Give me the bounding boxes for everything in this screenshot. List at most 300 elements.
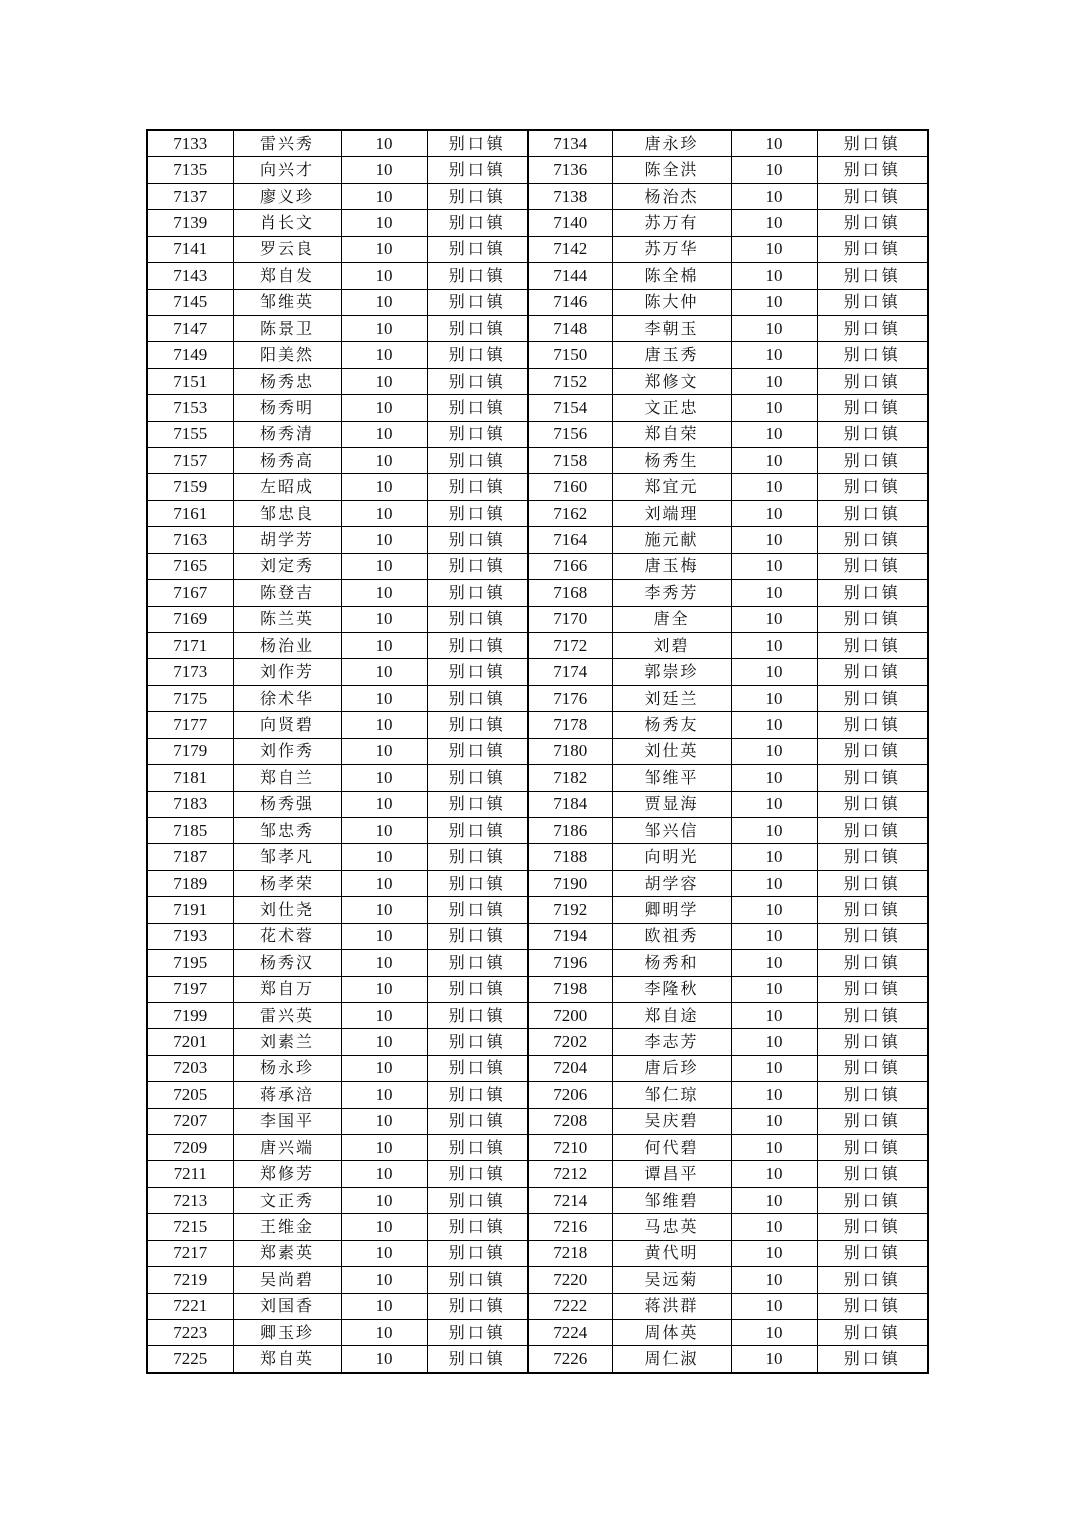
right-amount-cell: 10 [731, 236, 817, 262]
left-town-cell: 别口镇 [427, 580, 528, 606]
table-row [147, 1055, 928, 1081]
table-row [147, 791, 928, 817]
left-town-cell: 别口镇 [427, 738, 528, 764]
right-amount-cell: 10 [731, 263, 817, 289]
right-number-cell: 7180 [528, 738, 612, 764]
right-amount-cell: 10 [731, 368, 817, 394]
left-number-cell: 7165 [147, 553, 233, 579]
right-town-cell: 别口镇 [817, 1346, 928, 1373]
table-row [147, 1161, 928, 1187]
right-name-cell: 唐永珍 [612, 130, 731, 157]
left-number-cell: 7213 [147, 1187, 233, 1213]
table-row [147, 659, 928, 685]
right-amount-cell: 10 [731, 342, 817, 368]
left-town-cell: 别口镇 [427, 1267, 528, 1293]
table-row [147, 976, 928, 1002]
right-name-cell: 邹维平 [612, 765, 731, 791]
left-town-cell: 别口镇 [427, 448, 528, 474]
right-number-cell: 7140 [528, 210, 612, 236]
left-name-cell: 文正秀 [233, 1187, 341, 1213]
right-town-cell: 别口镇 [817, 950, 928, 976]
left-number-cell: 7197 [147, 976, 233, 1002]
right-town-cell: 别口镇 [817, 236, 928, 262]
right-amount-cell: 10 [731, 580, 817, 606]
right-number-cell: 7156 [528, 421, 612, 447]
left-town-cell: 别口镇 [427, 685, 528, 711]
left-name-cell: 郑自兰 [233, 765, 341, 791]
right-town-cell: 别口镇 [817, 1319, 928, 1345]
left-amount-cell: 10 [341, 1319, 427, 1345]
right-name-cell: 陈全洪 [612, 157, 731, 183]
left-number-cell: 7205 [147, 1082, 233, 1108]
left-amount-cell: 10 [341, 236, 427, 262]
left-name-cell: 肖长文 [233, 210, 341, 236]
right-amount-cell: 10 [731, 606, 817, 632]
roster-body [147, 130, 928, 1373]
right-amount-cell: 10 [731, 897, 817, 923]
right-town-cell: 别口镇 [817, 157, 928, 183]
left-name-cell: 杨秀汉 [233, 950, 341, 976]
right-amount-cell: 10 [731, 1108, 817, 1134]
right-name-cell: 陈全棉 [612, 263, 731, 289]
right-name-cell: 胡学容 [612, 870, 731, 896]
left-name-cell: 阳美然 [233, 342, 341, 368]
right-amount-cell: 10 [731, 765, 817, 791]
left-number-cell: 7183 [147, 791, 233, 817]
right-number-cell: 7212 [528, 1161, 612, 1187]
left-number-cell: 7207 [147, 1108, 233, 1134]
right-name-cell: 郑修文 [612, 368, 731, 394]
right-town-cell: 别口镇 [817, 580, 928, 606]
left-town-cell: 别口镇 [427, 395, 528, 421]
table-row [147, 553, 928, 579]
right-name-cell: 李秀芳 [612, 580, 731, 606]
right-number-cell: 7182 [528, 765, 612, 791]
right-name-cell: 卿明学 [612, 897, 731, 923]
left-town-cell: 别口镇 [427, 553, 528, 579]
right-number-cell: 7158 [528, 448, 612, 474]
left-amount-cell: 10 [341, 1346, 427, 1373]
left-name-cell: 杨秀明 [233, 395, 341, 421]
right-number-cell: 7192 [528, 897, 612, 923]
right-town-cell: 别口镇 [817, 923, 928, 949]
table-row [147, 1108, 928, 1134]
table-row [147, 1187, 928, 1213]
right-town-cell: 别口镇 [817, 183, 928, 209]
left-name-cell: 蒋承涪 [233, 1082, 341, 1108]
left-amount-cell: 10 [341, 1029, 427, 1055]
right-number-cell: 7142 [528, 236, 612, 262]
left-town-cell: 别口镇 [427, 342, 528, 368]
right-town-cell: 别口镇 [817, 368, 928, 394]
right-amount-cell: 10 [731, 950, 817, 976]
right-town-cell: 别口镇 [817, 1161, 928, 1187]
left-town-cell: 别口镇 [427, 1240, 528, 1266]
left-number-cell: 7219 [147, 1267, 233, 1293]
right-amount-cell: 10 [731, 1319, 817, 1345]
right-name-cell: 邹仁琼 [612, 1082, 731, 1108]
right-town-cell: 别口镇 [817, 315, 928, 341]
left-name-cell: 王维金 [233, 1214, 341, 1240]
left-number-cell: 7151 [147, 368, 233, 394]
right-amount-cell: 10 [731, 527, 817, 553]
left-number-cell: 7189 [147, 870, 233, 896]
table-row [147, 1002, 928, 1028]
right-amount-cell: 10 [731, 976, 817, 1002]
right-town-cell: 别口镇 [817, 976, 928, 1002]
left-amount-cell: 10 [341, 1240, 427, 1266]
right-name-cell: 李隆秋 [612, 976, 731, 1002]
right-amount-cell: 10 [731, 553, 817, 579]
right-amount-cell: 10 [731, 1267, 817, 1293]
right-town-cell: 别口镇 [817, 844, 928, 870]
table-row [147, 950, 928, 976]
left-town-cell: 别口镇 [427, 289, 528, 315]
right-number-cell: 7164 [528, 527, 612, 553]
right-town-cell: 别口镇 [817, 897, 928, 923]
left-name-cell: 陈兰英 [233, 606, 341, 632]
right-amount-cell: 10 [731, 1346, 817, 1373]
right-number-cell: 7178 [528, 712, 612, 738]
right-town-cell: 别口镇 [817, 474, 928, 500]
left-town-cell: 别口镇 [427, 923, 528, 949]
left-number-cell: 7167 [147, 580, 233, 606]
left-amount-cell: 10 [341, 263, 427, 289]
right-amount-cell: 10 [731, 421, 817, 447]
right-number-cell: 7146 [528, 289, 612, 315]
right-town-cell: 别口镇 [817, 738, 928, 764]
right-name-cell: 邹维碧 [612, 1187, 731, 1213]
left-amount-cell: 10 [341, 130, 427, 157]
left-number-cell: 7215 [147, 1214, 233, 1240]
left-amount-cell: 10 [341, 395, 427, 421]
left-amount-cell: 10 [341, 1187, 427, 1213]
left-name-cell: 杨孝荣 [233, 870, 341, 896]
left-amount-cell: 10 [341, 1135, 427, 1161]
left-number-cell: 7195 [147, 950, 233, 976]
right-name-cell: 贾显海 [612, 791, 731, 817]
left-town-cell: 别口镇 [427, 1161, 528, 1187]
left-name-cell: 刘仕尧 [233, 897, 341, 923]
left-town-cell: 别口镇 [427, 1082, 528, 1108]
left-amount-cell: 10 [341, 659, 427, 685]
table-row [147, 606, 928, 632]
left-name-cell: 郑自发 [233, 263, 341, 289]
right-number-cell: 7210 [528, 1135, 612, 1161]
right-town-cell: 别口镇 [817, 1267, 928, 1293]
left-town-cell: 别口镇 [427, 527, 528, 553]
left-town-cell: 别口镇 [427, 183, 528, 209]
table-row [147, 897, 928, 923]
left-town-cell: 别口镇 [427, 1135, 528, 1161]
left-town-cell: 别口镇 [427, 1055, 528, 1081]
right-name-cell: 马忠英 [612, 1214, 731, 1240]
left-name-cell: 杨永珍 [233, 1055, 341, 1081]
table-row [147, 474, 928, 500]
left-town-cell: 别口镇 [427, 659, 528, 685]
right-number-cell: 7168 [528, 580, 612, 606]
right-number-cell: 7214 [528, 1187, 612, 1213]
left-town-cell: 别口镇 [427, 976, 528, 1002]
table-row [147, 1029, 928, 1055]
table-row [147, 1293, 928, 1319]
left-amount-cell: 10 [341, 712, 427, 738]
left-number-cell: 7223 [147, 1319, 233, 1345]
right-name-cell: 唐玉梅 [612, 553, 731, 579]
left-name-cell: 刘作秀 [233, 738, 341, 764]
left-amount-cell: 10 [341, 448, 427, 474]
left-town-cell: 别口镇 [427, 844, 528, 870]
right-number-cell: 7148 [528, 315, 612, 341]
left-town-cell: 别口镇 [427, 1029, 528, 1055]
left-number-cell: 7171 [147, 633, 233, 659]
table-row [147, 368, 928, 394]
right-town-cell: 别口镇 [817, 765, 928, 791]
right-number-cell: 7134 [528, 130, 612, 157]
left-name-cell: 杨秀忠 [233, 368, 341, 394]
right-name-cell: 杨秀友 [612, 712, 731, 738]
left-name-cell: 杨秀清 [233, 421, 341, 447]
right-number-cell: 7206 [528, 1082, 612, 1108]
right-town-cell: 别口镇 [817, 1214, 928, 1240]
right-amount-cell: 10 [731, 1135, 817, 1161]
left-number-cell: 7159 [147, 474, 233, 500]
left-amount-cell: 10 [341, 315, 427, 341]
table-row [147, 1082, 928, 1108]
left-name-cell: 罗云良 [233, 236, 341, 262]
left-amount-cell: 10 [341, 500, 427, 526]
left-number-cell: 7161 [147, 500, 233, 526]
left-number-cell: 7203 [147, 1055, 233, 1081]
left-town-cell: 别口镇 [427, 791, 528, 817]
left-town-cell: 别口镇 [427, 765, 528, 791]
left-amount-cell: 10 [341, 342, 427, 368]
left-number-cell: 7175 [147, 685, 233, 711]
right-name-cell: 向明光 [612, 844, 731, 870]
left-amount-cell: 10 [341, 553, 427, 579]
right-number-cell: 7222 [528, 1293, 612, 1319]
left-number-cell: 7137 [147, 183, 233, 209]
right-name-cell: 郑宜元 [612, 474, 731, 500]
table-row [147, 263, 928, 289]
right-number-cell: 7174 [528, 659, 612, 685]
left-town-cell: 别口镇 [427, 421, 528, 447]
table-row [147, 1214, 928, 1240]
left-name-cell: 郑素英 [233, 1240, 341, 1266]
left-name-cell: 郑自英 [233, 1346, 341, 1373]
table-row [147, 870, 928, 896]
left-town-cell: 别口镇 [427, 368, 528, 394]
right-number-cell: 7226 [528, 1346, 612, 1373]
right-town-cell: 别口镇 [817, 1240, 928, 1266]
right-name-cell: 杨秀生 [612, 448, 731, 474]
right-town-cell: 别口镇 [817, 817, 928, 843]
right-amount-cell: 10 [731, 791, 817, 817]
right-name-cell: 吴庆碧 [612, 1108, 731, 1134]
table-row [147, 210, 928, 236]
table-row [147, 527, 928, 553]
table-row [147, 342, 928, 368]
left-town-cell: 别口镇 [427, 263, 528, 289]
right-town-cell: 别口镇 [817, 342, 928, 368]
right-name-cell: 何代碧 [612, 1135, 731, 1161]
right-number-cell: 7216 [528, 1214, 612, 1240]
right-town-cell: 别口镇 [817, 1002, 928, 1028]
table-row [147, 1319, 928, 1345]
right-amount-cell: 10 [731, 448, 817, 474]
left-name-cell: 刘国香 [233, 1293, 341, 1319]
right-amount-cell: 10 [731, 923, 817, 949]
right-amount-cell: 10 [731, 157, 817, 183]
left-town-cell: 别口镇 [427, 1214, 528, 1240]
left-number-cell: 7155 [147, 421, 233, 447]
right-town-cell: 别口镇 [817, 870, 928, 896]
right-town-cell: 别口镇 [817, 500, 928, 526]
left-number-cell: 7147 [147, 315, 233, 341]
right-town-cell: 别口镇 [817, 685, 928, 711]
right-town-cell: 别口镇 [817, 1293, 928, 1319]
right-name-cell: 刘仕英 [612, 738, 731, 764]
right-amount-cell: 10 [731, 817, 817, 843]
right-town-cell: 别口镇 [817, 712, 928, 738]
table-row [147, 1267, 928, 1293]
left-name-cell: 杨秀高 [233, 448, 341, 474]
left-number-cell: 7193 [147, 923, 233, 949]
right-town-cell: 别口镇 [817, 1029, 928, 1055]
right-amount-cell: 10 [731, 1082, 817, 1108]
right-number-cell: 7176 [528, 685, 612, 711]
table-row [147, 500, 928, 526]
right-name-cell: 陈大仲 [612, 289, 731, 315]
left-amount-cell: 10 [341, 580, 427, 606]
right-number-cell: 7200 [528, 1002, 612, 1028]
right-amount-cell: 10 [731, 1161, 817, 1187]
right-amount-cell: 10 [731, 1055, 817, 1081]
right-amount-cell: 10 [731, 130, 817, 157]
left-amount-cell: 10 [341, 791, 427, 817]
left-name-cell: 雷兴秀 [233, 130, 341, 157]
left-amount-cell: 10 [341, 633, 427, 659]
right-town-cell: 别口镇 [817, 289, 928, 315]
left-name-cell: 徐术华 [233, 685, 341, 711]
left-number-cell: 7135 [147, 157, 233, 183]
right-town-cell: 别口镇 [817, 659, 928, 685]
right-town-cell: 别口镇 [817, 606, 928, 632]
right-name-cell: 周仁淑 [612, 1346, 731, 1373]
right-number-cell: 7188 [528, 844, 612, 870]
right-amount-cell: 10 [731, 659, 817, 685]
left-amount-cell: 10 [341, 368, 427, 394]
left-name-cell: 郑自万 [233, 976, 341, 1002]
left-name-cell: 左昭成 [233, 474, 341, 500]
left-name-cell: 刘素兰 [233, 1029, 341, 1055]
left-name-cell: 杨治业 [233, 633, 341, 659]
right-name-cell: 刘廷兰 [612, 685, 731, 711]
left-town-cell: 别口镇 [427, 633, 528, 659]
left-name-cell: 廖义珍 [233, 183, 341, 209]
right-amount-cell: 10 [731, 1293, 817, 1319]
left-amount-cell: 10 [341, 606, 427, 632]
right-town-cell: 别口镇 [817, 130, 928, 157]
right-amount-cell: 10 [731, 1187, 817, 1213]
left-amount-cell: 10 [341, 817, 427, 843]
left-number-cell: 7149 [147, 342, 233, 368]
left-amount-cell: 10 [341, 844, 427, 870]
right-town-cell: 别口镇 [817, 791, 928, 817]
right-number-cell: 7198 [528, 976, 612, 1002]
right-town-cell: 别口镇 [817, 395, 928, 421]
left-town-cell: 别口镇 [427, 130, 528, 157]
right-number-cell: 7202 [528, 1029, 612, 1055]
left-name-cell: 杨秀强 [233, 791, 341, 817]
left-town-cell: 别口镇 [427, 870, 528, 896]
table-row [147, 289, 928, 315]
right-amount-cell: 10 [731, 1029, 817, 1055]
left-number-cell: 7179 [147, 738, 233, 764]
left-amount-cell: 10 [341, 738, 427, 764]
right-number-cell: 7152 [528, 368, 612, 394]
left-number-cell: 7209 [147, 1135, 233, 1161]
left-town-cell: 别口镇 [427, 157, 528, 183]
right-amount-cell: 10 [731, 1240, 817, 1266]
table-row [147, 738, 928, 764]
left-name-cell: 向贤碧 [233, 712, 341, 738]
left-amount-cell: 10 [341, 1267, 427, 1293]
left-number-cell: 7145 [147, 289, 233, 315]
table-row [147, 236, 928, 262]
table-row [147, 844, 928, 870]
left-number-cell: 7157 [147, 448, 233, 474]
right-name-cell: 吴远菊 [612, 1267, 731, 1293]
right-name-cell: 郑自途 [612, 1002, 731, 1028]
right-town-cell: 别口镇 [817, 263, 928, 289]
left-number-cell: 7217 [147, 1240, 233, 1266]
roster-table [146, 129, 929, 1374]
left-town-cell: 别口镇 [427, 1319, 528, 1345]
left-town-cell: 别口镇 [427, 817, 528, 843]
right-amount-cell: 10 [731, 1214, 817, 1240]
right-number-cell: 7218 [528, 1240, 612, 1266]
right-name-cell: 谭昌平 [612, 1161, 731, 1187]
left-number-cell: 7139 [147, 210, 233, 236]
right-number-cell: 7196 [528, 950, 612, 976]
left-amount-cell: 10 [341, 1002, 427, 1028]
right-name-cell: 郭崇珍 [612, 659, 731, 685]
left-town-cell: 别口镇 [427, 236, 528, 262]
table-row [147, 315, 928, 341]
right-number-cell: 7166 [528, 553, 612, 579]
right-town-cell: 别口镇 [817, 1082, 928, 1108]
table-row [147, 130, 928, 157]
left-amount-cell: 10 [341, 1161, 427, 1187]
left-name-cell: 邹维英 [233, 289, 341, 315]
right-name-cell: 唐玉秀 [612, 342, 731, 368]
right-town-cell: 别口镇 [817, 421, 928, 447]
left-number-cell: 7199 [147, 1002, 233, 1028]
right-name-cell: 周体英 [612, 1319, 731, 1345]
left-town-cell: 别口镇 [427, 606, 528, 632]
left-amount-cell: 10 [341, 923, 427, 949]
left-name-cell: 胡学芳 [233, 527, 341, 553]
left-name-cell: 邹忠秀 [233, 817, 341, 843]
right-town-cell: 别口镇 [817, 527, 928, 553]
right-name-cell: 杨治杰 [612, 183, 731, 209]
left-name-cell: 吴尚碧 [233, 1267, 341, 1293]
left-name-cell: 雷兴英 [233, 1002, 341, 1028]
right-amount-cell: 10 [731, 315, 817, 341]
left-amount-cell: 10 [341, 1055, 427, 1081]
right-amount-cell: 10 [731, 685, 817, 711]
